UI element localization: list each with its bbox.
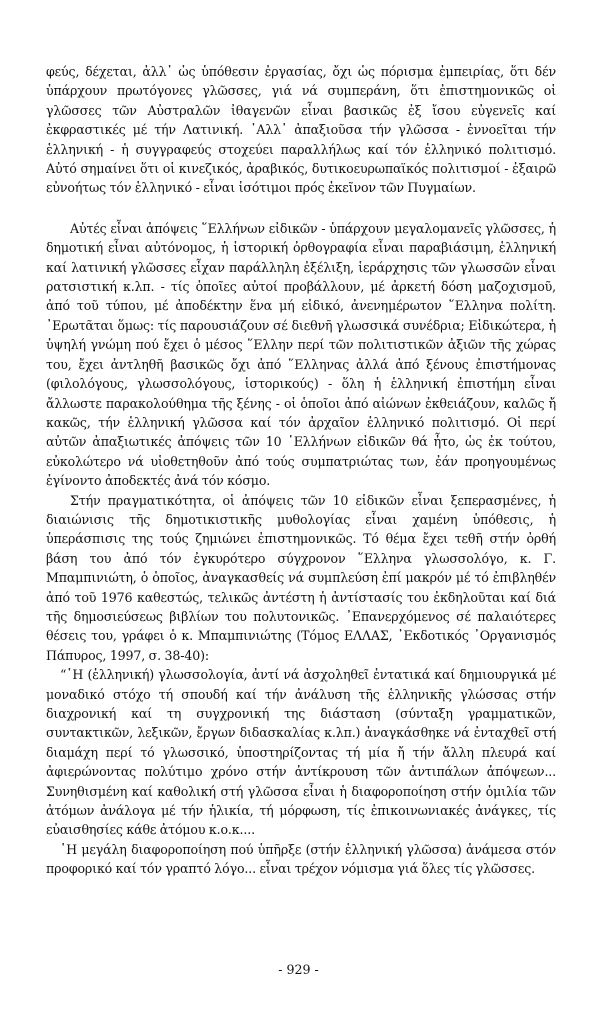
paragraph-1: φεύς, δέχεται, ἀλλ᾽ ὡς ὑπόθεσιν ἐργασίας, ὄχι ὡς πόρισμα ἐμπειρίας, ὅτι δέν ὑπάρχουν πρωτόγονες γλῶσσες, γιά νά συμπεράνη, ὅτι ἐπιστημονικῶς οἱ γλῶσσες τῶν Αὐστραλῶν ἰθαγενῶν εἶναι βασικῶς ἐξ ἴσου εὐγενεῖς καί ἐκφραστικές μέ τήν Λατινική. ᾽Αλλ᾽ ἀπαξιοῦσα τήν γλῶσσα - ἐννοεῖται τήν ἑλληνική - ἡ συγγραφεύς στοχεύει παραλλήλως καί τόν ἑλληνικό πολιτισμό. Αὐτό σημαίνει ὅτι οἱ κινεζικός, ἀραβικός, δυτικοευρωπαϊκός πολιτισμοί - ἐξαιρῶ εὐνοήτως τόν ἑλληνικό - εἶναι ἰσότιμοι πρός ἐκεῖνον τῶν Πυγμαίων.: [46, 64, 556, 196]
paragraph-3: Στήν πραγματικότητα, οἱ ἀπόψεις τῶν 10 εἰδικῶν εἶναι ξεπερασμένες, ἡ διαιώνισις τῆς δημοτικιστικῆς μυθολογίας εἶναι χαμένη ὑπόθεσις, ἡ ὑπεράσπισις της τούς ζημιώνει ἐπιστημονικῶς. Τό θέμα ἔχει τεθῆ στήν ὀρθή βάση του ἀπό τόν ἐγκυρότερο σύγχρονον ῞Ελληνα γλωσσολόγο, κ. Γ. Μπαμπινιώτη, ὁ ὁποῖος, ἀναγκασθείς νά συμπλεύση ἐπί μακρόν μέ τό ἐπιβληθέν ἀπό τοῦ 1976 καθεστώς, τελικῶς ἀντέστη ἡ ἀντίστασίς του ἐκδηλοῦται καί διά τῆς δημοσιεύσεως βιβλίων του πολυτονικῶς. ᾽Επανερχόμενος σέ παλαιότερες θέσεις του, γράφει ὁ κ. Μπαμπινιώτης (Τόμος ΕΛΛΑΣ, ᾽Εκδοτικός ᾽Οργανισμός Πάπυρος, 1997, σ. 38-40):: [46, 492, 556, 663]
quote-paragraph-2: ῾Η μεγάλη διαφοροποίηση πού ὑπῆρξε (στήν ἑλληνική γλῶσσα) ἀνάμεσα στόν προφορικό καί τόν γραπτό λόγο... εἶναι τρέχον νόμισμα γιά ὅλες τίς γλῶσσες.: [46, 841, 556, 877]
page-number: - 929 -: [278, 962, 319, 977]
paragraph-gap: [46, 198, 556, 219]
page-body: [46, 62, 556, 879]
paragraph-2: Αὐτές εἶναι ἀπόψεις ῞Ελλήνων εἰδικῶν - ὑπάρχουν μεγαλομανεῖς γλῶσσες, ἡ δημοτική εἶναι αὐτόνομος, ἡ ἱστορική ὀρθογραφία εἶναι παραβιάσιμη, ἑλληνική καί λατινική γλῶσσες εἶχαν παράλληλη ἐξέλιξη, ἱεράρχησις τῶν γλωσσῶν εἶναι ρατσιστική κ.λπ. - τίς ὁποῖες αὐτοί προβάλλουν, μέ ἀρκετή δόση μαζοχισμοῦ, ἀπό τοῦ τύπου, μέ ἀποδέκτην ἕνα μή εἰδικό, ἀνενημέρωτον ῞Ελληνα πολίτη. ᾽Ερωτᾶται ὅμως: τίς παρουσιάζουν σέ διεθνῆ γλωσσικά συνέδρια; Εἰδικώτερα, ἡ ὑψηλή γνώμη πού ἔχει ὁ μέσος ῞Ελλην περί τῶν πολιτιστικῶν ἀξιῶν τῆς χώρας του, ἔχει ἀντληθῆ βασικῶς ὄχι ἀπό ῞Ελληνας ἀλλά ἀπό ξένους ἐπιστήμονας (φιλολόγους, γλωσσολόγους, ἱστορικούς) - ὅλη ἡ ἑλληνική ἐπιστήμη εἶναι ἄλλωστε παρακολούθημα τῆς ξένης - οἱ ὁποῖοι ἀπό αἰώνων ἐκθειάζουν, καλῶς ἤ κακῶς, τήν ἑλληνική γλῶσσα καί τόν ἀρχαῖον ἑλληνικό πολιτισμό. Οἱ περί αὐτῶν ἀπαξιωτικές ἀπόψεις τῶν 10 ῾Ελλήνων εἰδικῶν θά ἦτο, ὡς ἐκ τούτου, εὐκολώτερο νά υἱοθετηθοῦν ἀπό τούς συμπατριώτας των, ἐάν προηγουμένως ἐγίνοντο ἀποδεκτές ἀνά τόν κόσμο.: [46, 220, 556, 489]
quote-paragraph-1: “῾Η (ἑλληνική) γλωσσολογία, ἀντί νά ἀσχοληθεῖ ἐντατικά καί δημιουργικά μέ μοναδικό στόχο τή σπουδή καί τήν ἀνάλυση τῆς ἑλληνικῆς γλώσσας στήν διαχρονική καί τη συγχρονική της διάσταση (σύνταξη γραμματικῶν, συντακτικῶν, λεξικῶν, ἔργων διδασκαλίας κ.λπ.) ἀναγκάσθηκε νά ἐνταχθεῖ στή διαμάχη περί τό γλωσσικό, ὑποστηρίζοντας τή μία ἤ τήν ἄλλη πλευρά καί ἀφιερώνοντας πολύτιμο χρόνο στήν ἀντίκρουση τῶν ἀντιπάλων ἀπόψεων... Συνηθισμένη καί καθολική στή γλῶσσα εἶναι ἡ διαφοροποίηση στήν ὁμιλία τῶν ἀτόμων ἀνάλογα μέ τήν ἡλικία, τή μόρφωση, τίς ἐπικοινωνιακές ἀνάγκες, τίς εὐαισθησίες κάθε ἀτόμου κ.ο.κ....: [46, 667, 556, 838]
